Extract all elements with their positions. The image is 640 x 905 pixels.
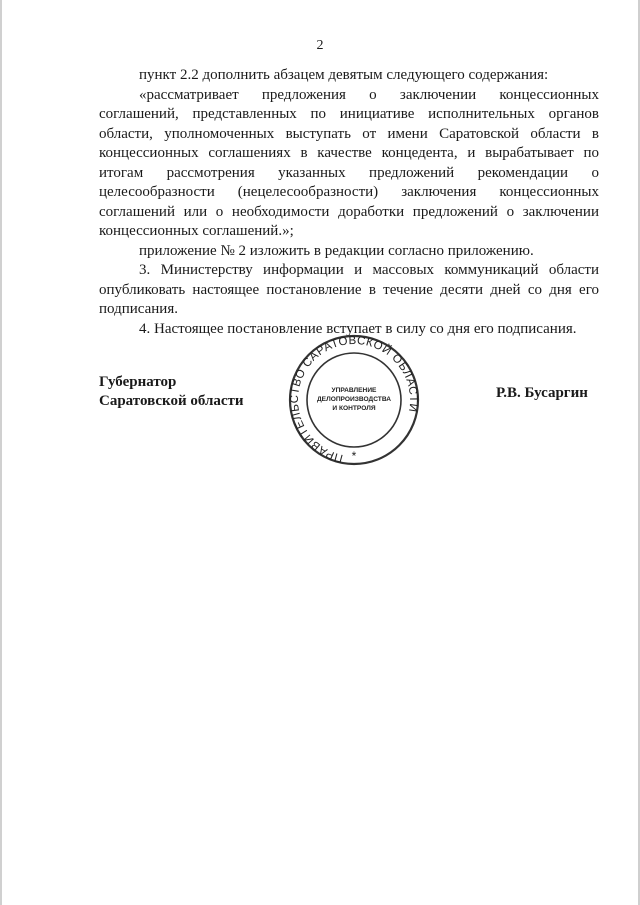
seal-star-icon: * <box>351 449 357 463</box>
official-seal <box>286 332 422 468</box>
seal-center-line1: УПРАВЛЕНИЕ <box>331 387 377 394</box>
signatory-name: Р.В. Бусаргин <box>496 385 588 401</box>
signatory-title-line1: Губернатор <box>99 374 177 390</box>
seal-ring-text: ПРАВИТЕЛЬСТВО САРАТОВСКОЙ ОБЛАСТИ <box>288 334 420 464</box>
seal-center-line2: ДЕЛОПРОИЗВОДСТВА <box>316 396 392 403</box>
signatory-title-line2: Саратовской области <box>99 393 244 409</box>
paragraph-amendment-text: «рассматривает предложения о заключении концессионных соглашений, представленных по инициативе исполнительных органов области, уполномоченных выступать от имени Саратовской области в концессионных соглашениях в качестве концедента, и вырабатывает по итогам рассмотрения указанных предложений рекомендации о целесообразности (нецелесообразности) заключения концессионных соглашений или о необходимости доработки предложений о заключении концессионных соглашений.»; <box>99 86 599 239</box>
paragraph-appendix: приложение № 2 изложить в редакции согласно приложению. <box>139 242 534 259</box>
signatory-title <box>99 373 244 411</box>
page-number: 2 <box>316 38 324 53</box>
seal-graphic <box>286 332 422 468</box>
paragraph-effective: 4. Настоящее постановление вступает в силу со дня его подписания. <box>139 320 577 337</box>
document-body <box>99 66 599 339</box>
seal-center-line3: И КОНТРОЛЯ <box>332 405 376 412</box>
paragraph-publication: 3. Министерству информации и массовых коммуникаций области опубликовать настоящее постановление в течение десяти дней со дня его подписания. <box>99 262 599 317</box>
paragraph-amendment-intro: пункт 2.2 дополнить абзацем девятым следующего содержания: <box>139 67 549 83</box>
